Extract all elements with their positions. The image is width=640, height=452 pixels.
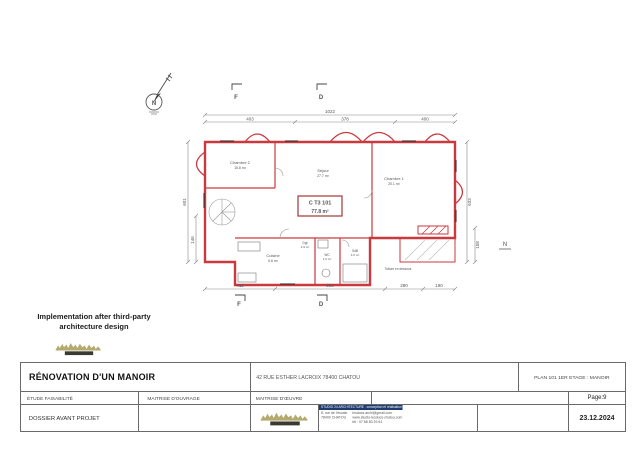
firm-info-cell xyxy=(318,404,478,432)
firm-contact-block xyxy=(352,411,402,425)
unit-label-box xyxy=(298,196,342,216)
roof-note: Toiture en dessous xyxy=(384,267,412,271)
room-chambre1-area: 20.1 m² xyxy=(388,182,400,186)
firm-banner: STUDIO 24 ARCHITECTURE . conception et réalisation xyxy=(321,405,402,409)
plan-ref-cell xyxy=(518,362,626,392)
date-value: 23.12.2024 xyxy=(579,414,615,422)
dim-bottom-3: 280 xyxy=(400,283,408,288)
dim-bottom-1: 411 xyxy=(236,283,244,288)
room-chambre1-name: Chambre 1 xyxy=(384,176,404,181)
dim-top-seg2: 378 xyxy=(341,116,349,122)
phase-label: DOSSIER AVANT PROJET xyxy=(28,414,100,422)
dim-bottom-4: 190 xyxy=(435,283,443,288)
plan-reference: PLAN 101 1ER ETAGE : MANOIR xyxy=(534,374,610,380)
header-etude-cell xyxy=(20,391,139,405)
section-marker-d-bottom: D xyxy=(318,302,324,308)
project-address: 42 RUE ESTHER LACROIX 78400 CHATOU xyxy=(256,374,361,380)
project-title-cell xyxy=(20,362,251,392)
date-cell xyxy=(568,404,626,432)
balcony xyxy=(400,238,455,262)
firm-phone: tél : 07 68 83 29 61 xyxy=(352,420,383,424)
phase-cell xyxy=(20,404,139,432)
annotation-line2: architecture design xyxy=(59,322,129,331)
spiral-stair xyxy=(209,199,235,225)
section-marker-d-top: D xyxy=(318,95,324,101)
header-empty-cell xyxy=(371,391,569,405)
room-dgt-name: Dgt xyxy=(302,241,308,245)
dim-top-total: 1022 xyxy=(324,109,336,114)
grid-letter-n: N xyxy=(502,242,508,248)
section-markers-bottom xyxy=(235,295,327,301)
room-chambre2-name: Chambre 2 xyxy=(230,160,250,165)
dimension-lines-top xyxy=(203,113,457,124)
header-oeuvre-cell xyxy=(250,391,372,405)
room-cuisine-name: Cuisine xyxy=(266,253,280,258)
header-oeuvre: MAITRISE D'ŒUVRE xyxy=(255,395,303,401)
room-wc-name: WC xyxy=(324,253,330,257)
firm-address-block xyxy=(321,411,347,425)
section-marker-f-top: F xyxy=(234,95,238,101)
north-arrow-icon xyxy=(146,73,172,114)
castle-logo-icon xyxy=(54,337,104,359)
firm-address2: 78400 CHATOU xyxy=(321,416,347,420)
room-sdb-name: SdB xyxy=(351,249,359,253)
room-sejour-area: 27.7 m² xyxy=(317,174,329,178)
firm-website: www.studio-lesducs-chatou.com xyxy=(352,416,403,420)
header-etude: ÉTUDE FAISABILITÉ xyxy=(27,395,73,401)
dim-right-2: 158 xyxy=(475,241,480,249)
dim-left-2: 146 xyxy=(190,236,195,244)
north-letter: N xyxy=(151,101,157,107)
room-sdb-area: 4.6 m² xyxy=(350,253,360,257)
room-dgt-area: 2.9 m² xyxy=(300,245,310,249)
page-number-cell xyxy=(568,391,626,405)
castle-logo-small-icon xyxy=(259,408,311,428)
firm-email: lesducs.archi@gmail.com xyxy=(352,411,393,415)
unit-area: 77.8 m² xyxy=(311,209,329,215)
address-cell xyxy=(250,362,519,392)
dim-right-1: 633 xyxy=(467,198,472,206)
spare-cell xyxy=(477,404,569,432)
dimension-lines-left xyxy=(186,140,198,264)
project-title: RÉNOVATION D'UN MANOIR xyxy=(29,372,156,382)
firm-address1: 8, rue de l'escale xyxy=(321,411,348,415)
dim-top-seg1: 403 xyxy=(246,116,254,122)
annotation-line1: Implementation after third-party xyxy=(37,312,151,321)
section-markers-top xyxy=(232,84,327,90)
page-number: Page:9 xyxy=(587,395,607,401)
dim-bottom-2: 900 xyxy=(326,283,334,288)
floor-plan xyxy=(130,68,520,308)
dim-left-1: 601 xyxy=(182,198,187,206)
ouvrage-empty-cell xyxy=(138,404,251,432)
header-ouvrage-cell xyxy=(138,391,251,405)
section-marker-f-bottom: F xyxy=(237,302,241,308)
room-sejour-name: Séjour xyxy=(317,168,329,173)
annotation-note xyxy=(14,312,174,332)
unit-code: C T3 101 xyxy=(308,200,332,207)
room-wc-area: 1.6 m² xyxy=(322,257,332,261)
room-cuisine-area: 9.6 m² xyxy=(268,259,278,263)
header-ouvrage: MAITRISE D'OUVRAGE xyxy=(147,395,200,401)
radiator-strip xyxy=(418,226,448,234)
firm-logo-cell xyxy=(250,404,319,432)
room-chambre2-area: 15.8 m² xyxy=(234,166,246,170)
dim-top-seg3: 400 xyxy=(421,116,429,122)
